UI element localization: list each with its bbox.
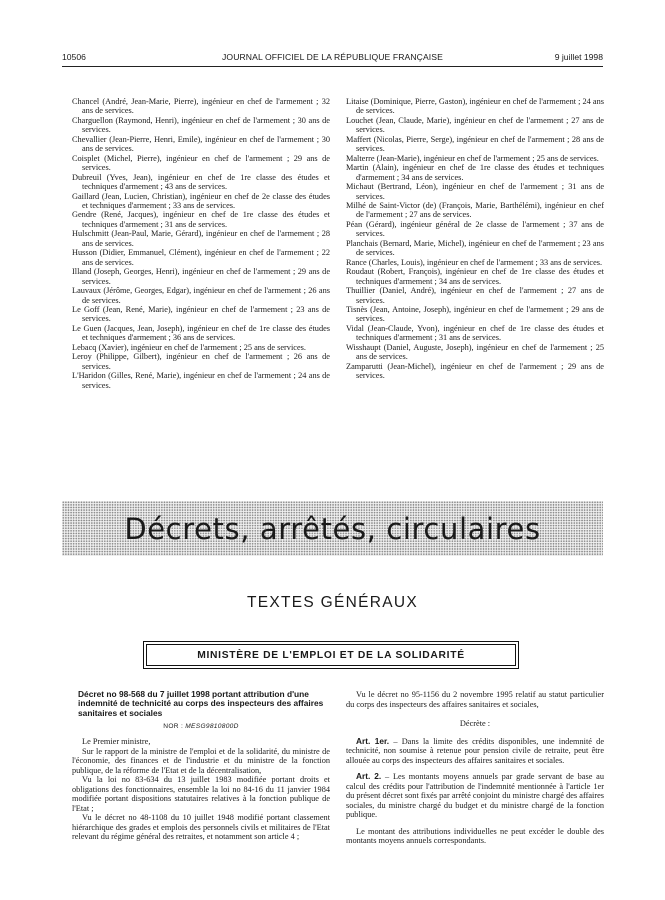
list-item: Michaut (Bertrand, Léon), ingénieur en chef de l'armement ; 31 ans de services.: [346, 182, 604, 201]
list-item: Gendre (René, Jacques), ingénieur en chef de 1re classe des études et techniques d'armement ; 31 ans de services.: [72, 210, 330, 229]
decree-article: [346, 772, 604, 820]
nor-reference: [72, 722, 330, 732]
nomination-list-right: [346, 97, 604, 381]
list-item: Louchet (Jean, Claude, Marie), ingénieur en chef de l'armement ; 27 ans de services.: [346, 115, 604, 135]
list-item: Charguellon (Raymond, Henri), ingénieur en chef de l'armement ; 30 ans de services.: [72, 115, 330, 135]
decree-preamble: [72, 737, 330, 842]
list-item: Chancel (André, Jean-Marie, Pierre), ingénieur en chef de l'armement ; 32 ans de services.: [72, 97, 330, 116]
article-text: – Les montants moyens annuels par grade servant de base au calcul des crédits pour l'attribution de l'indemnité mentionnée à l'article 1er du présent décret sont fixés par arrêté conjoint du ministre chargé des affaires sociales, du ministre chargé du budget et du ministre chargé de la fonction publique.: [346, 772, 605, 819]
list-item: Lebacq (Xavier), ingénieur en chef de l'armement ; 25 ans de services.: [72, 342, 306, 352]
list-item: Chevallier (Jean-Pierre, Henri, Emile), ingénieur en chef de l'armement ; 30 ans de services.: [72, 134, 330, 154]
list-item: Péan (Gérard), ingénieur général de 2e classe de l'armement ; 37 ans de services.: [346, 219, 604, 239]
nomination-list-left: [72, 97, 330, 390]
decree-paragraph: Sur le rapport de la ministre de l'emploi et de la solidarité, du ministre de l'économie, des finances et de l'industrie et du ministre de la fonction publique, de la réforme de l'Etat et de la décentralisation,: [72, 746, 330, 775]
decree-title: Décret no 98-568 du 7 juillet 1998 portant attribution d'une indemnité de technicité au corps des inspecteurs des affaires sanitaires et sociales: [78, 689, 324, 718]
banner-title: Décrets, arrêtés, circulaires: [124, 511, 541, 546]
decree-articles: [346, 737, 604, 820]
page-header: [62, 52, 603, 66]
list-item: Malterre (Jean-Marie), ingénieur en chef de l'armement ; 25 ans de services.: [346, 153, 599, 163]
ministry-box: [143, 641, 519, 669]
list-item: Le Goff (Jean, René, Marie), ingénieur en chef de l'armement ; 23 ans de services.: [72, 304, 330, 324]
list-item: Illand (Joseph, Georges, Henri), ingénieur en chef de l'armement ; 29 ans de services.: [72, 267, 330, 286]
nor-value: MESG9810800D: [185, 722, 239, 730]
list-item: Litaise (Dominique, Pierre, Gaston), ingénieur en chef de l'armement ; 24 ans de services.: [346, 97, 604, 116]
list-item: Planchais (Bernard, Marie, Michel), ingénieur en chef de l'armement ; 23 ans de services.: [346, 238, 604, 258]
decree-article: [346, 737, 604, 766]
header-rule: [62, 66, 603, 67]
nor-label: NOR :: [163, 722, 184, 730]
journal-title: JOURNAL OFFICIEL DE LA RÉPUBLIQUE FRANÇAISE: [222, 52, 443, 62]
list-item: Dubreuil (Yves, Jean), ingénieur en chef de 1re classe des études et techniques d'armement ; 43 ans de services.: [72, 172, 330, 192]
decree-preamble-continued: Vu le décret no 95-1156 du 2 novembre 1995 relatif au statut particulier du corps des inspecteurs des affaires sanitaires et sociales,: [346, 690, 604, 709]
list-item: L'Haridon (Gilles, René, Marie), ingénieur en chef de l'armement ; 24 ans de services.: [72, 371, 330, 390]
list-item: Thuillier (Daniel, André), ingénieur en chef de l'armement ; 27 ans de services.: [346, 286, 604, 305]
list-item: Martin (Alain), ingénieur en chef de 1re classe des études et techniques d'armement ; 34 ans de services.: [346, 163, 604, 182]
decree-column-right: [346, 690, 604, 846]
list-item: Hulschmitt (Jean-Paul, Marie, Gérard), ingénieur en chef de l'armement ; 28 ans de services.: [72, 229, 330, 248]
list-item: Zamparutti (Jean-Michel), ingénieur en chef de l'armement ; 29 ans de services.: [346, 361, 604, 381]
list-item: Le Guen (Jacques, Jean, Joseph), ingénieur en chef de 1re classe des études et techniques d'armement ; 36 ans de services.: [72, 323, 330, 343]
list-item: Gaillard (Jean, Lucien, Christian), ingénieur en chef de 2e classe des études et techniques d'armement ; 33 ans de services.: [72, 191, 330, 210]
list-item: Rance (Charles, Louis), ingénieur en chef de l'armement ; 33 ans de services.: [346, 257, 603, 267]
list-item: Vidal (Jean-Claude, Yvon), ingénieur en chef de 1re classe des études et techniques d'armement ; 31 ans de services.: [346, 323, 604, 343]
decree-final-paragraph: Le montant des attributions individuelles ne peut excéder le double des montants moyens annuels correspondants.: [346, 826, 604, 845]
list-item: Lauvaux (Jérôme, Georges, Edgar), ingénieur en chef de l'armement ; 26 ans de services.: [72, 286, 330, 305]
article-text: – Dans la limite des crédits disponibles, une indemnité de technicité, non soumise à retenue pour pension civile de retraite, peut être allouée au corps des inspecteurs des affaires sanitaires et sociales.: [346, 736, 605, 765]
decree-paragraph: Vu le décret no 48-1108 du 10 juillet 1948 modifié portant classement hiérarchique des grades et emplois des personnels civils et militaires de l'Etat relevant du régime général des retraites, et notamment son article 4 ;: [72, 813, 330, 842]
page-number: 10506: [62, 52, 86, 62]
list-item: Coisplet (Michel, Pierre), ingénieur en chef de l'armement ; 29 ans de services.: [72, 153, 330, 173]
decree-column-left: [72, 690, 330, 842]
list-item: Husson (Didier, Emmanuel, Clément), ingénieur en chef de l'armement ; 22 ans de services.: [72, 248, 330, 267]
article-label: Art. 1er.: [356, 735, 390, 746]
list-item: Tisnès (Jean, Antoine, Joseph), ingénieur en chef de l'armement ; 29 ans de services.: [346, 304, 604, 324]
section-title: TEXTES GÉNÉRAUX: [246, 594, 419, 611]
ministry-name: MINISTÈRE DE L'EMPLOI ET DE LA SOLIDARITÉ: [197, 649, 465, 661]
list-item: Roudaut (Robert, François), ingénieur en chef de 1re classe des études et techniques d'armement ; 34 ans de services.: [346, 267, 604, 286]
article-label: Art. 2.: [356, 771, 382, 781]
decrete-heading: Décrète :: [459, 719, 491, 728]
list-item: Milhé de Saint-Victor (de) (François, Marie, Barthélémi), ingénieur en chef de l'armement ; 27 ans de services.: [346, 200, 604, 220]
section-banner: [62, 501, 603, 556]
list-item: Wisshaupt (Daniel, Auguste, Joseph), ingénieur en chef de l'armement ; 25 ans de services.: [346, 342, 604, 362]
decree-paragraph: Vu la loi no 83-634 du 13 juillet 1983 modifiée portant droits et obligations des fonctionnaires, ensemble la loi no 84-16 du 11 janvier 1984 modifiée portant dispositions statutaires relatives à la fonction publique de l'Etat ;: [72, 775, 330, 813]
list-item: Leroy (Philippe, Gilbert), ingénieur en chef de l'armement ; 26 ans de services.: [72, 352, 330, 371]
decree-paragraph: Le Premier ministre,: [82, 737, 151, 747]
publication-date: 9 juillet 1998: [554, 52, 603, 62]
list-item: Maffert (Nicolas, Pierre, Serge), ingénieur en chef de l'armement ; 28 ans de services.: [346, 134, 604, 154]
